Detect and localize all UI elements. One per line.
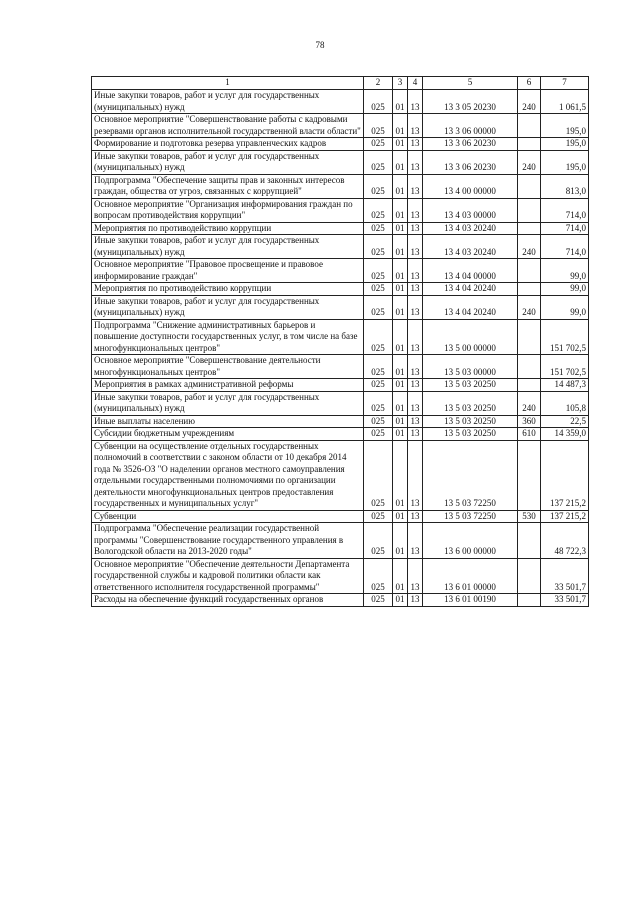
row-code-subsection: 13 bbox=[408, 235, 423, 259]
row-amount: 195,0 bbox=[541, 114, 589, 138]
row-description: Мероприятия по противодействию коррупции bbox=[92, 283, 364, 296]
row-code-target: 13 4 03 20240 bbox=[423, 235, 518, 259]
row-code-admin: 025 bbox=[364, 415, 393, 428]
row-code-subsection: 13 bbox=[408, 90, 423, 114]
row-code-subsection: 13 bbox=[408, 523, 423, 559]
row-amount: 99,0 bbox=[541, 283, 589, 296]
row-code-expense-type: 240 bbox=[518, 295, 541, 319]
row-code-expense-type bbox=[518, 558, 541, 594]
row-code-admin: 025 bbox=[364, 114, 393, 138]
row-description: Подпрограмма "Обеспечение защиты прав и законных интересов граждан, общества от угроз, связанных с коррупцией" bbox=[92, 174, 364, 198]
row-amount: 99,0 bbox=[541, 295, 589, 319]
row-code-subsection: 13 bbox=[408, 440, 423, 510]
row-description: Подпрограмма "Обеспечение реализации государственной программы "Совершенствование государственного управления в Вологодской области на 2013-2020 годы" bbox=[92, 523, 364, 559]
row-code-expense-type bbox=[518, 283, 541, 296]
row-amount: 151 702,5 bbox=[541, 355, 589, 379]
row-code-target: 13 5 03 20250 bbox=[423, 379, 518, 392]
table-row bbox=[92, 259, 589, 283]
row-code-expense-type: 240 bbox=[518, 235, 541, 259]
row-code-target: 13 5 03 20250 bbox=[423, 391, 518, 415]
row-code-subsection: 13 bbox=[408, 295, 423, 319]
row-code-subsection: 13 bbox=[408, 259, 423, 283]
row-code-subsection: 13 bbox=[408, 283, 423, 296]
row-code-target: 13 4 04 20240 bbox=[423, 295, 518, 319]
row-code-expense-type: 240 bbox=[518, 90, 541, 114]
row-description: Иные закупки товаров, работ и услуг для государственных (муниципальных) нужд bbox=[92, 295, 364, 319]
table-row bbox=[92, 440, 589, 510]
row-code-target: 13 4 04 20240 bbox=[423, 283, 518, 296]
row-code-section: 01 bbox=[393, 198, 408, 222]
row-code-section: 01 bbox=[393, 222, 408, 235]
row-code-expense-type bbox=[518, 355, 541, 379]
row-description: Основное мероприятие "Правовое просвещение и правовое информирование граждан" bbox=[92, 259, 364, 283]
row-code-expense-type bbox=[518, 440, 541, 510]
row-amount: 714,0 bbox=[541, 235, 589, 259]
row-code-target: 13 5 00 00000 bbox=[423, 319, 518, 355]
table-row bbox=[92, 198, 589, 222]
row-code-target: 13 3 06 20230 bbox=[423, 150, 518, 174]
row-code-target: 13 4 03 20240 bbox=[423, 222, 518, 235]
table-row bbox=[92, 222, 589, 235]
row-code-section: 01 bbox=[393, 295, 408, 319]
table-row bbox=[92, 90, 589, 114]
table-row bbox=[92, 415, 589, 428]
row-code-target: 13 4 04 00000 bbox=[423, 259, 518, 283]
row-code-section: 01 bbox=[393, 90, 408, 114]
row-amount: 137 215,2 bbox=[541, 440, 589, 510]
row-code-admin: 025 bbox=[364, 283, 393, 296]
row-code-section: 01 bbox=[393, 594, 408, 607]
row-code-target: 13 5 03 00000 bbox=[423, 355, 518, 379]
row-code-admin: 025 bbox=[364, 174, 393, 198]
row-code-admin: 025 bbox=[364, 558, 393, 594]
row-code-admin: 025 bbox=[364, 319, 393, 355]
row-code-admin: 025 bbox=[364, 90, 393, 114]
row-amount: 33 501,7 bbox=[541, 558, 589, 594]
row-description: Расходы на обеспечение функций государственных органов bbox=[92, 594, 364, 607]
row-code-admin: 025 bbox=[364, 235, 393, 259]
row-amount: 105,8 bbox=[541, 391, 589, 415]
row-code-section: 01 bbox=[393, 174, 408, 198]
row-code-target: 13 4 03 00000 bbox=[423, 198, 518, 222]
row-code-admin: 025 bbox=[364, 428, 393, 441]
row-code-section: 01 bbox=[393, 319, 408, 355]
row-code-admin: 025 bbox=[364, 379, 393, 392]
row-code-subsection: 13 bbox=[408, 391, 423, 415]
row-description: Мероприятия по противодействию коррупции bbox=[92, 222, 364, 235]
row-code-subsection: 13 bbox=[408, 510, 423, 523]
table-row bbox=[92, 174, 589, 198]
row-code-admin: 025 bbox=[364, 523, 393, 559]
row-code-expense-type: 240 bbox=[518, 391, 541, 415]
row-code-expense-type bbox=[518, 594, 541, 607]
column-header: 2 bbox=[364, 77, 393, 90]
row-code-subsection: 13 bbox=[408, 428, 423, 441]
row-description: Мероприятия в рамках административной реформы bbox=[92, 379, 364, 392]
row-code-admin: 025 bbox=[364, 355, 393, 379]
row-code-expense-type bbox=[518, 222, 541, 235]
row-code-target: 13 3 06 20230 bbox=[423, 138, 518, 151]
row-code-section: 01 bbox=[393, 523, 408, 559]
row-description: Субсидии бюджетным учреждениям bbox=[92, 428, 364, 441]
row-code-subsection: 13 bbox=[408, 198, 423, 222]
row-code-expense-type bbox=[518, 174, 541, 198]
row-code-expense-type bbox=[518, 114, 541, 138]
row-code-admin: 025 bbox=[364, 222, 393, 235]
table-row bbox=[92, 114, 589, 138]
row-code-subsection: 13 bbox=[408, 319, 423, 355]
row-code-subsection: 13 bbox=[408, 558, 423, 594]
row-code-target: 13 6 00 00000 bbox=[423, 523, 518, 559]
row-description: Основное мероприятие "Обеспечение деятельности Департамента государственной службы и кадровой политики области как ответственного исполнителя государственной программы" bbox=[92, 558, 364, 594]
row-code-subsection: 13 bbox=[408, 379, 423, 392]
row-code-expense-type: 240 bbox=[518, 150, 541, 174]
row-description: Основное мероприятие "Совершенствование деятельности многофункциональных центров" bbox=[92, 355, 364, 379]
row-code-expense-type bbox=[518, 259, 541, 283]
row-code-target: 13 5 03 20250 bbox=[423, 415, 518, 428]
row-code-admin: 025 bbox=[364, 198, 393, 222]
row-description: Иные закупки товаров, работ и услуг для государственных (муниципальных) нужд bbox=[92, 90, 364, 114]
row-description: Основное мероприятие "Совершенствование работы с кадровыми резервами органов исполнительной государственной власти области" bbox=[92, 114, 364, 138]
row-description: Субвенции на осуществление отдельных государственных полномочий в соответствии с законом области от 10 декабря 2014 года № 3526-ОЗ "О наделении органов местного самоуправления отдельными государственными полномочиями по организации деятельности многофункциональных центров предоставления государственных и муниципальных услуг" bbox=[92, 440, 364, 510]
table-row bbox=[92, 355, 589, 379]
column-header: 7 bbox=[541, 77, 589, 90]
row-code-section: 01 bbox=[393, 428, 408, 441]
column-header: 1 bbox=[92, 77, 364, 90]
row-code-section: 01 bbox=[393, 259, 408, 283]
row-description: Иные закупки товаров, работ и услуг для государственных (муниципальных) нужд bbox=[92, 150, 364, 174]
row-code-section: 01 bbox=[393, 138, 408, 151]
row-code-section: 01 bbox=[393, 391, 408, 415]
table-row bbox=[92, 295, 589, 319]
row-code-target: 13 5 03 72250 bbox=[423, 440, 518, 510]
row-code-section: 01 bbox=[393, 510, 408, 523]
row-code-admin: 025 bbox=[364, 440, 393, 510]
row-code-admin: 025 bbox=[364, 150, 393, 174]
row-code-expense-type: 360 bbox=[518, 415, 541, 428]
row-code-admin: 025 bbox=[364, 295, 393, 319]
row-code-admin: 025 bbox=[364, 138, 393, 151]
row-code-admin: 025 bbox=[364, 594, 393, 607]
row-amount: 1 061,5 bbox=[541, 90, 589, 114]
row-code-admin: 025 bbox=[364, 259, 393, 283]
row-code-subsection: 13 bbox=[408, 114, 423, 138]
column-header: 6 bbox=[518, 77, 541, 90]
row-amount: 714,0 bbox=[541, 198, 589, 222]
table-row bbox=[92, 283, 589, 296]
row-code-admin: 025 bbox=[364, 391, 393, 415]
row-amount: 813,0 bbox=[541, 174, 589, 198]
row-amount: 195,0 bbox=[541, 138, 589, 151]
row-code-subsection: 13 bbox=[408, 150, 423, 174]
row-amount: 22,5 bbox=[541, 415, 589, 428]
row-code-expense-type bbox=[518, 319, 541, 355]
row-code-section: 01 bbox=[393, 283, 408, 296]
row-code-target: 13 6 01 00190 bbox=[423, 594, 518, 607]
column-header: 4 bbox=[408, 77, 423, 90]
row-code-subsection: 13 bbox=[408, 138, 423, 151]
row-description: Субвенции bbox=[92, 510, 364, 523]
column-header: 5 bbox=[423, 77, 518, 90]
row-description: Формирование и подготовка резерва управленческих кадров bbox=[92, 138, 364, 151]
row-code-expense-type bbox=[518, 379, 541, 392]
row-amount: 195,0 bbox=[541, 150, 589, 174]
table-row bbox=[92, 391, 589, 415]
row-description: Иные закупки товаров, работ и услуг для государственных (муниципальных) нужд bbox=[92, 391, 364, 415]
row-code-expense-type bbox=[518, 138, 541, 151]
row-code-expense-type bbox=[518, 523, 541, 559]
row-amount: 14 487,3 bbox=[541, 379, 589, 392]
row-code-target: 13 5 03 72250 bbox=[423, 510, 518, 523]
row-amount: 714,0 bbox=[541, 222, 589, 235]
row-code-expense-type bbox=[518, 198, 541, 222]
table-row bbox=[92, 235, 589, 259]
row-code-section: 01 bbox=[393, 150, 408, 174]
table-row bbox=[92, 428, 589, 441]
row-amount: 151 702,5 bbox=[541, 319, 589, 355]
row-code-expense-type: 530 bbox=[518, 510, 541, 523]
row-code-section: 01 bbox=[393, 440, 408, 510]
budget-table bbox=[91, 76, 589, 607]
row-amount: 137 215,2 bbox=[541, 510, 589, 523]
row-code-section: 01 bbox=[393, 558, 408, 594]
row-description: Основное мероприятие "Организация информирования граждан по вопросам противодействия коррупции" bbox=[92, 198, 364, 222]
table-row bbox=[92, 379, 589, 392]
row-code-target: 13 5 03 20250 bbox=[423, 428, 518, 441]
table-row bbox=[92, 510, 589, 523]
row-amount: 48 722,3 bbox=[541, 523, 589, 559]
row-code-subsection: 13 bbox=[408, 174, 423, 198]
row-code-target: 13 3 06 00000 bbox=[423, 114, 518, 138]
table-row bbox=[92, 594, 589, 607]
row-code-section: 01 bbox=[393, 415, 408, 428]
row-code-subsection: 13 bbox=[408, 415, 423, 428]
row-code-section: 01 bbox=[393, 379, 408, 392]
row-code-admin: 025 bbox=[364, 510, 393, 523]
row-description: Подпрограмма "Снижение административных барьеров и повышение доступности государственных услуг, в том числе на базе многофункциональных центров" bbox=[92, 319, 364, 355]
row-code-section: 01 bbox=[393, 114, 408, 138]
row-code-subsection: 13 bbox=[408, 222, 423, 235]
row-code-target: 13 3 05 20230 bbox=[423, 90, 518, 114]
row-code-subsection: 13 bbox=[408, 355, 423, 379]
table-row bbox=[92, 319, 589, 355]
table-header-row bbox=[92, 77, 589, 90]
row-code-target: 13 6 01 00000 bbox=[423, 558, 518, 594]
row-description: Иные выплаты населению bbox=[92, 415, 364, 428]
column-header: 3 bbox=[393, 77, 408, 90]
row-description: Иные закупки товаров, работ и услуг для государственных (муниципальных) нужд bbox=[92, 235, 364, 259]
row-code-target: 13 4 00 00000 bbox=[423, 174, 518, 198]
page-number: 78 bbox=[315, 40, 325, 50]
row-code-expense-type: 610 bbox=[518, 428, 541, 441]
row-amount: 33 501,7 bbox=[541, 594, 589, 607]
table-row bbox=[92, 558, 589, 594]
row-code-subsection: 13 bbox=[408, 594, 423, 607]
row-amount: 99,0 bbox=[541, 259, 589, 283]
table-row bbox=[92, 523, 589, 559]
row-code-section: 01 bbox=[393, 235, 408, 259]
table-row bbox=[92, 150, 589, 174]
row-code-section: 01 bbox=[393, 355, 408, 379]
table-row bbox=[92, 138, 589, 151]
row-amount: 14 359,0 bbox=[541, 428, 589, 441]
